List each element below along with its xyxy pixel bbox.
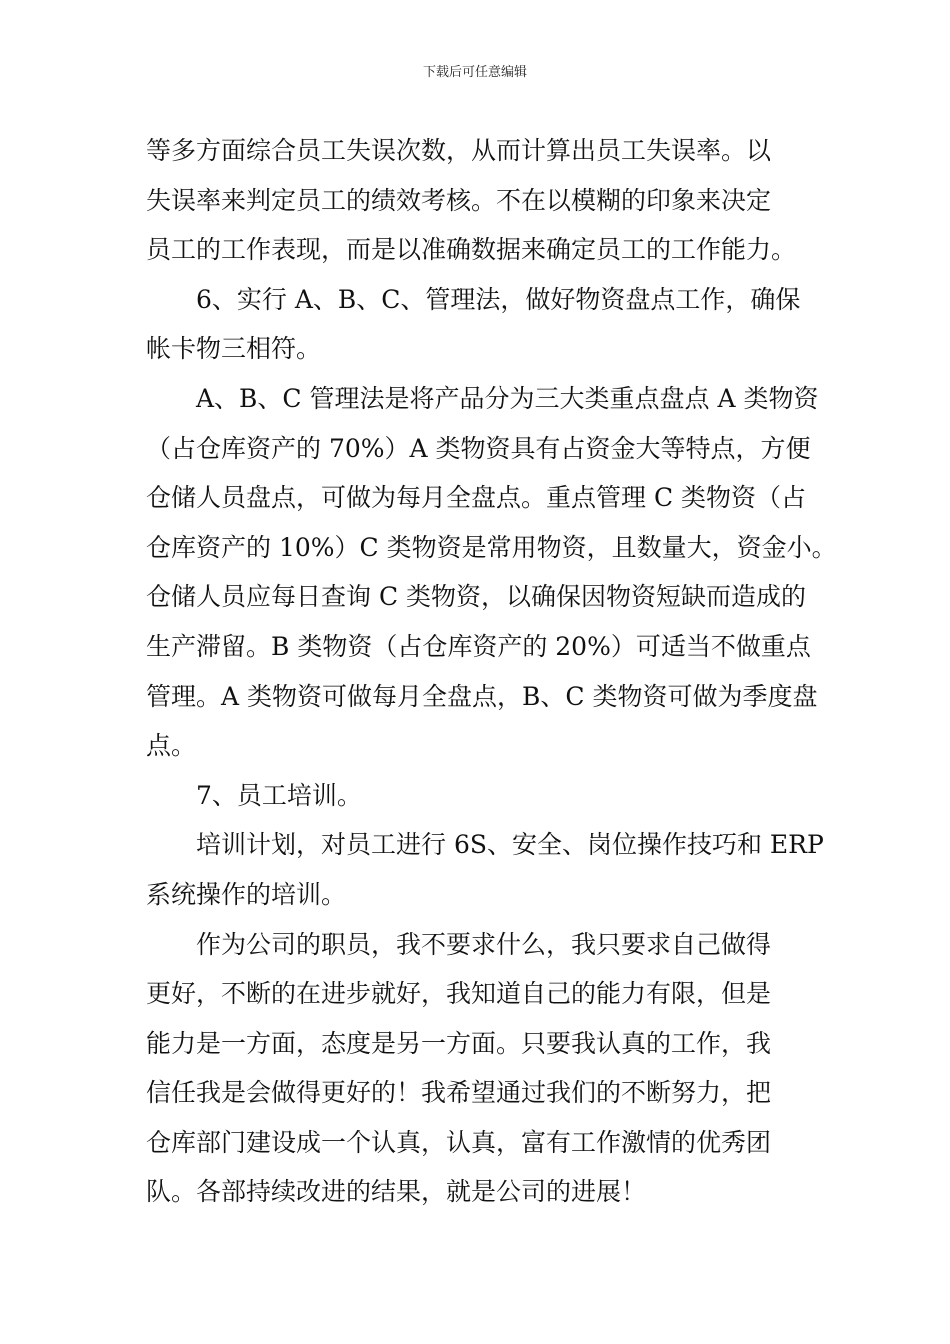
section-heading-7: 7、员工培训。 (196, 780, 362, 810)
body-line: 帐卡物三相符。 (146, 334, 322, 364)
body-line: 系统操作的培训。 (146, 879, 347, 909)
body-line: 失误率来判定员工的绩效考核。不在以模糊的印象来决定 (146, 185, 772, 215)
body-line: 管理。A 类物资可做每月全盘点，B、C 类物资可做为季度盘 (146, 681, 818, 711)
page-header: 下载后可任意编辑 (422, 65, 527, 80)
body-line: 等多方面综合员工失误次数，从而计算出员工失误率。以 (146, 136, 772, 165)
body-line: 更好，不断的在进步就好，我知道自己的能力有限，但是 (146, 979, 772, 1009)
section-heading-6: 6、实行 A、B、C、管理法，做好物资盘点工作，确保 (196, 284, 801, 314)
body-line: 队。各部持续改进的结果，就是公司的进展！ (146, 1177, 647, 1207)
body-line: 仓储人员应每日查询 C 类物资，以确保因物资短缺而造成的 (146, 582, 807, 612)
body-line: 信任我是会做得更好的！我希望通过我们的不断努力，把 (146, 1078, 772, 1108)
document-body (146, 126, 837, 1217)
body-line: A、B、C 管理法是将产品分为三大类重点盘点 A 类物资 (196, 383, 819, 413)
body-line: （占仓库资产的 70%）A 类物资具有占资金大等特点，方便 (146, 433, 811, 463)
body-line: 仓库资产的 10%）C 类物资是常用物资，且数量大，资金小。 (146, 532, 837, 562)
body-line: 点。 (146, 731, 197, 761)
body-line: 仓储人员盘点，可做为每月全盘点。重点管理 C 类物资（占 (146, 483, 807, 513)
body-line: 能力是一方面，态度是另一方面。只要我认真的工作，我 (146, 1028, 772, 1058)
body-line: 员工的工作表现，而是以准确数据来确定员工的工作能力。 (146, 235, 797, 265)
body-line: 作为公司的职员，我不要求什么，我只要求自己做得 (196, 929, 772, 959)
body-line: 培训计划，对员工进行 6S、安全、岗位操作技巧和 ERP (196, 830, 824, 860)
body-line: 仓库部门建设成一个认真，认真，富有工作激情的优秀团 (146, 1127, 772, 1157)
body-line: 生产滞留。B 类物资（占仓库资产的 20%）可适当不做重点 (146, 631, 811, 661)
